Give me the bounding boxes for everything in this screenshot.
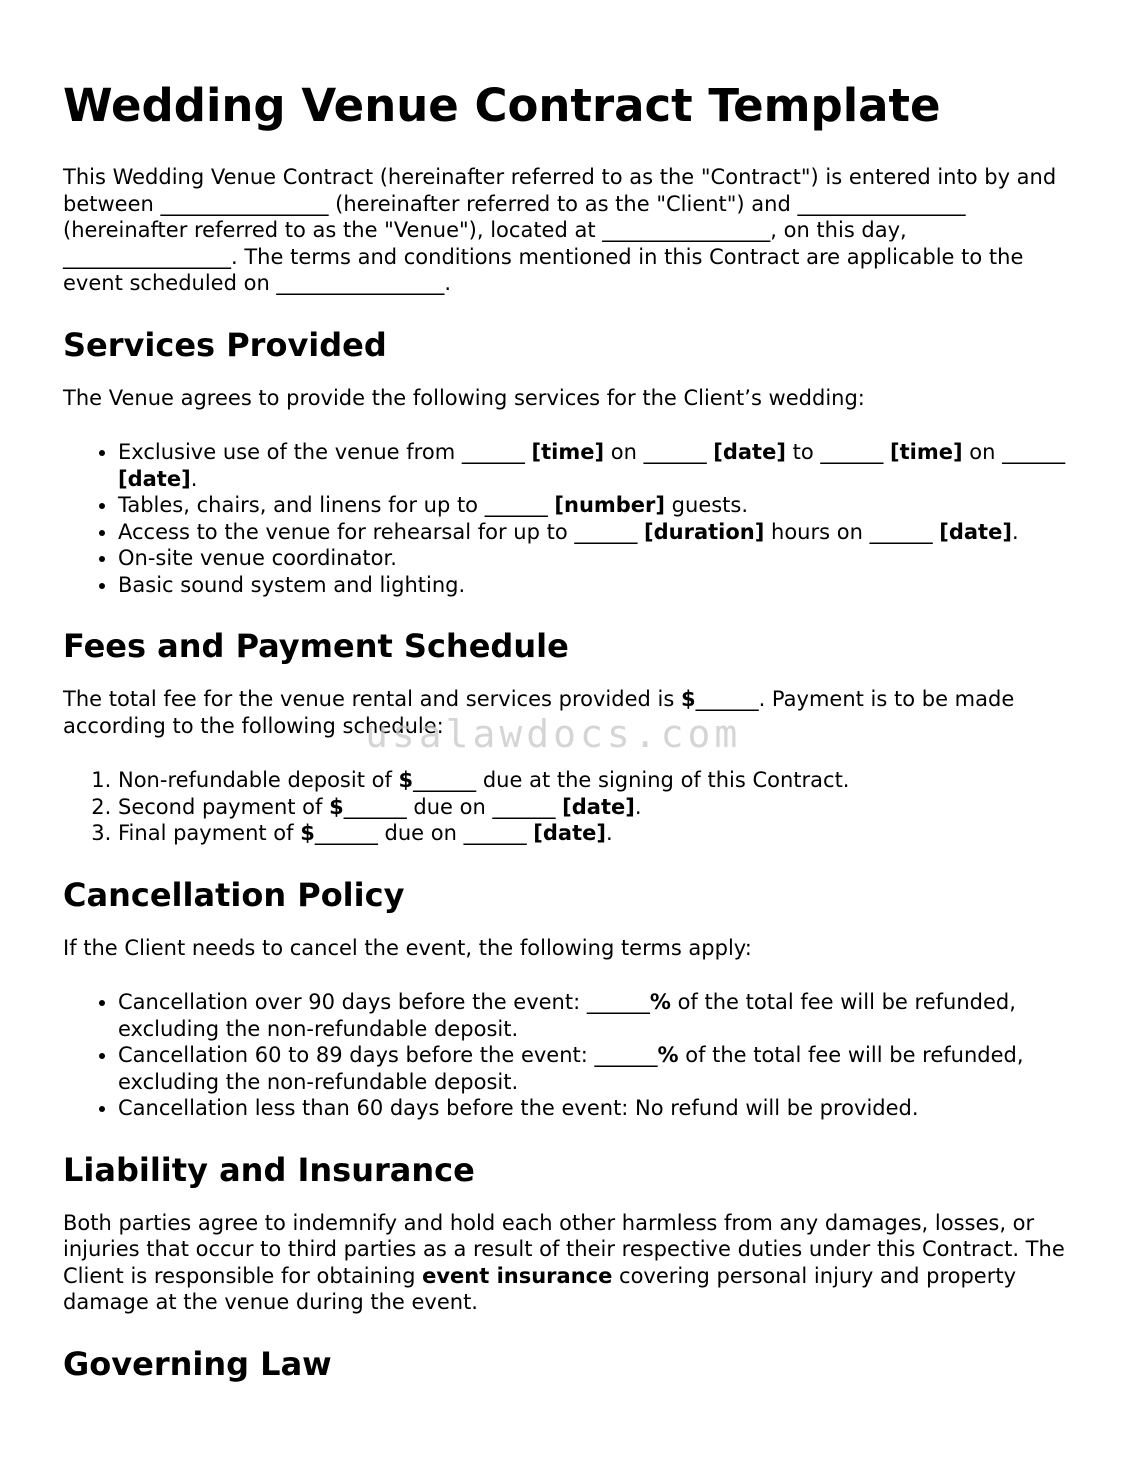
text: on ______ [962,440,1066,464]
percent-sign: % [657,1043,679,1067]
list-item [118,820,1073,847]
text: of the total fee will be refunded, excluding the non-refundable deposit. [118,1043,1024,1094]
text: hours on ______ [764,519,940,544]
list-item [118,989,1073,1042]
text: Second payment of [118,794,330,819]
list-item [118,519,1073,546]
cancellation-intro: If the Client needs to cancel the event, the following terms apply: [63,935,752,960]
placeholder-date: [date] [533,821,606,845]
placeholder-date: [date] [562,794,635,819]
liability-heading: Liability and Insurance [63,1150,475,1189]
percent-sign: % [649,990,671,1014]
text: Exclusive use of the venue from ______ [118,440,532,464]
text: . [634,794,642,819]
services-intro: The Venue agrees to provide the following services for the Client’s wedding: [63,385,865,410]
list-item [118,1042,1073,1095]
text: Non-refundable deposit of [118,768,399,792]
list-item: • Basic sound system and lighting. [118,572,1073,599]
placeholder-duration: [duration] [644,519,765,544]
text: Cancellation over 90 days before the event: ______ [118,990,650,1014]
placeholder-time: [time] [531,440,605,464]
services-list [63,439,1073,598]
watermark: usalawdocs.com [365,712,742,756]
text: The total fee for the venue rental and services provided is [63,687,681,711]
placeholder-date: [date] [118,466,191,491]
dollar-sign: $ [329,794,344,819]
list-item [118,439,1073,492]
text: covering personal injury and property damage at the venue during the event. [63,1263,1017,1314]
text: Final payment of [118,821,301,845]
fees-heading: Fees and Payment Schedule [63,627,569,665]
document-title: Wedding Venue Contract Template [63,79,941,132]
payment-schedule-list [63,767,1073,847]
services-heading: Services Provided [63,325,387,364]
cancellation-heading: Cancellation Policy [63,875,405,914]
text: Both parties agree to indemnify and hold each other harmless from any damages, losses, or injuries that occur to third parties as a result of their respective duties under this Contract. The Client is responsible for obtaining [63,1210,1065,1288]
list-item: • Cancellation less than 60 days before the event: No refund will be provided. [118,1095,1073,1122]
list-item [118,492,1073,519]
placeholder-number: [number] [554,493,665,517]
text: on ______ [604,440,714,464]
text: Access to the venue for rehearsal for up to ______ [118,519,645,544]
dollar-sign: $ [300,821,315,845]
placeholder-time: [time] [890,440,963,464]
list-item [118,767,1073,794]
text: ______ due on ______ [343,794,563,819]
text: ______ due on ______ [314,821,534,845]
text: . [190,466,198,491]
intro-paragraph: This Wedding Venue Contract (hereinafter referred to as the "Contract") is entered into by and between ________________ (hereinafter referred to as the "Client") and ________________ (hereinafter referred to as the "Venue"), located at ________________, on this day, ________________. The terms and conditions mentioned in this Contract are applicable to the event scheduled on ________________. [63,165,1057,295]
emphasis: event insurance [422,1263,613,1288]
text: ______ due at the signing of this Contract. [413,768,850,792]
text: of the total fee will be refunded, excluding the non-refundable deposit. [118,990,1016,1041]
placeholder-date: [date] [713,440,786,464]
text: ______. Payment is to be made according to the following schedule: [63,687,1015,738]
list-item [118,794,1073,821]
text: Tables, chairs, and linens for up to ______ [118,493,555,517]
text: guests. [665,493,749,517]
text: . [605,821,613,845]
text: to ______ [785,440,891,464]
list-item: • On-site venue coordinator. [118,545,1073,572]
liability-paragraph [63,1210,1073,1316]
dollar-sign: $ [398,768,414,792]
cancellation-list [63,989,1073,1122]
governing-law-heading: Governing Law [63,1344,332,1383]
text: Cancellation 60 to 89 days before the event: ______ [118,1043,658,1067]
text: . [1011,519,1019,544]
dollar-sign: $ [680,687,696,711]
placeholder-date: [date] [939,519,1012,544]
